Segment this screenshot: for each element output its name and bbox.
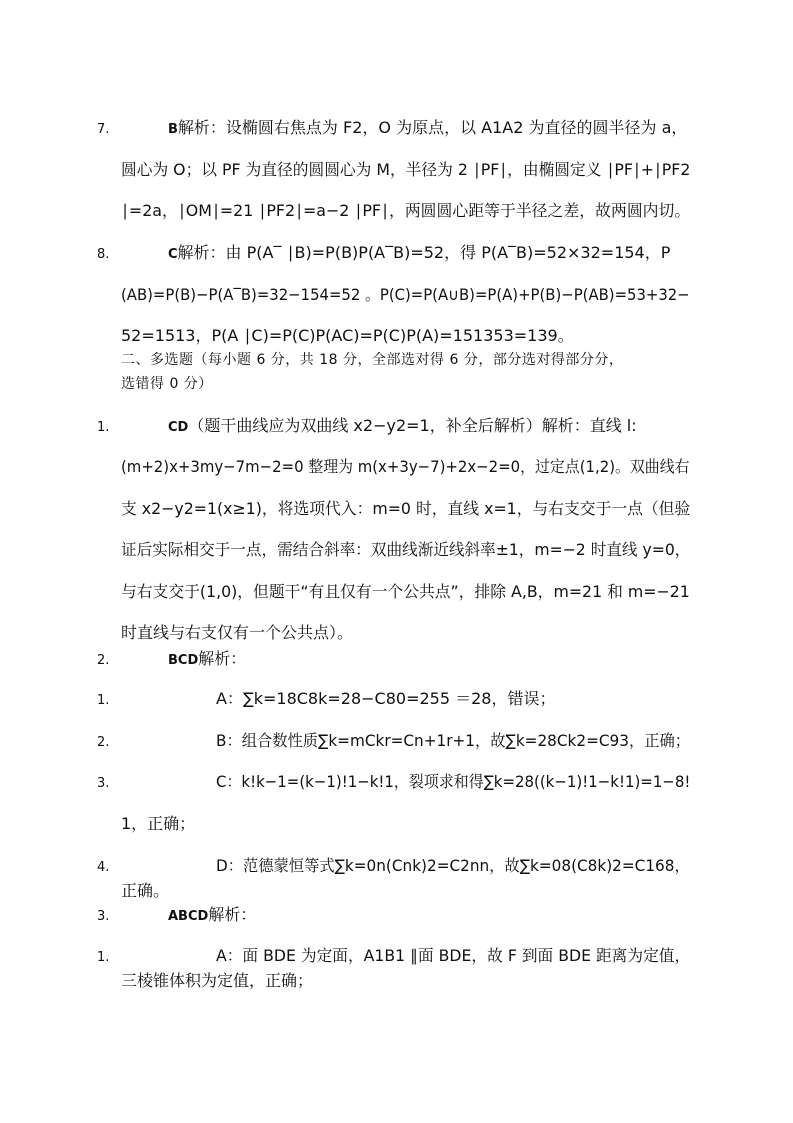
answer-line: (AB)=P(B)−P(A‾B)=32−154=52 。P(C)=P(A∪B)=P(A)+P(B)−P(AB)=53+32− [121, 285, 690, 304]
sub-number: 4. [97, 860, 110, 875]
answer-tag: BCD [168, 653, 199, 668]
question-number: 7. [97, 122, 110, 137]
answer-text: 解析： [208, 905, 257, 924]
sub-number: 1. [97, 693, 110, 708]
section-title-cont: 选错得 0 分） [121, 376, 213, 392]
option-c-analysis: C：k!k−1=(k−1)!1−k!1，裂项求和得∑k=28((k−1)!1−k!1)=1−8! [216, 772, 691, 791]
answer-text: 解析：由 P(A‾ ∣B)=P(B)P(A‾B)=52，得 P(A‾B)=52×32=154，P [177, 243, 671, 262]
answer-line: 时直线与右支仅有一个公共点）。 [121, 623, 354, 642]
answer-line: 证后实际相交于一点，需结合斜率：双曲线渐近线斜率±1，m=−2 时直线 y=0， [121, 540, 691, 559]
sub-number: 1. [97, 950, 110, 965]
answer-line [168, 416, 637, 438]
question-number: 3. [97, 909, 110, 924]
question-number: 8. [97, 247, 110, 262]
option-b-analysis: B：组合数性质∑k=mCkr=Cn+1r+1，故∑k=28Ck2=C93，正确； [216, 731, 691, 750]
answer-tag: C [168, 247, 178, 262]
answer-line: ∣=2a，∣OM∣=21 ∣PF2∣=a−2 ∣PF∣，两圆圆心距等于半径之差，故两圆内切。 [121, 201, 691, 220]
answer-text: （题干曲线应为双曲线 x2−y2=1，补全后解析）解析：直线 l: [188, 416, 637, 435]
answer-tag: ABCD [168, 909, 209, 924]
section-title: 二、多选题（每小题 6 分，共 18 分，全部选对得 6 分，部分选对得部分分， [121, 352, 624, 368]
option-a-analysis-cont: 三棱锥体积为定值，正确； [121, 971, 314, 990]
question-number: 1. [97, 420, 110, 435]
question-number: 2. [97, 653, 110, 668]
answer-line: (m+2)x+3my−7m−2=0 整理为 m(x+3y−7)+2x−2=0，过定点(1,2)。双曲线右 [121, 457, 690, 476]
option-c-analysis-cont: 1，正确； [121, 814, 196, 833]
answer-tag: B [168, 122, 178, 137]
answer-line: 52=1513，P(A ∣C)=P(C)P(AC)=P(C)P(A)=151353=139。 [121, 326, 574, 345]
answer-tag: CD [168, 420, 189, 435]
answer-text: 解析：设椭圆右焦点为 F2，O 为原点，以 A1A2 为直径的圆半径为 a， [177, 118, 688, 137]
option-a-analysis: A：面 BDE 为定面，A1B1 ∥面 BDE，故 F 到面 BDE 距离为定值， [216, 946, 691, 965]
option-a-analysis: A：∑k=18C8k=28−C80=255 ＝28，错误； [216, 689, 556, 708]
answer-line [168, 905, 256, 927]
sub-number: 2. [97, 735, 110, 750]
option-d-analysis: D：范德蒙恒等式∑k=0n(Cnk)2=C2nn，故∑k=08(C8k)2=C168， [216, 856, 690, 875]
sub-number: 3. [97, 776, 110, 791]
answer-line [168, 649, 246, 671]
answer-text: 解析： [198, 649, 247, 668]
answer-line: 圆心为 O；以 PF 为直径的圆圆心为 M，半径为 2 ∣PF∣，由椭圆定义 ∣PF∣+∣PF2 [121, 160, 691, 179]
answer-line [168, 243, 670, 265]
answer-line [168, 118, 687, 140]
option-d-analysis-cont: 正确。 [121, 881, 170, 900]
answer-line: 与右支交于(1,0)，但题干“有且仅有一个公共点”，排除 A,B，m=21 和 m=−21 [121, 582, 690, 601]
answer-line: 支 x2−y2=1(x≥1)，将选项代入：m=0 时，直线 x=1，与右支交于一点（但验 [121, 499, 691, 518]
